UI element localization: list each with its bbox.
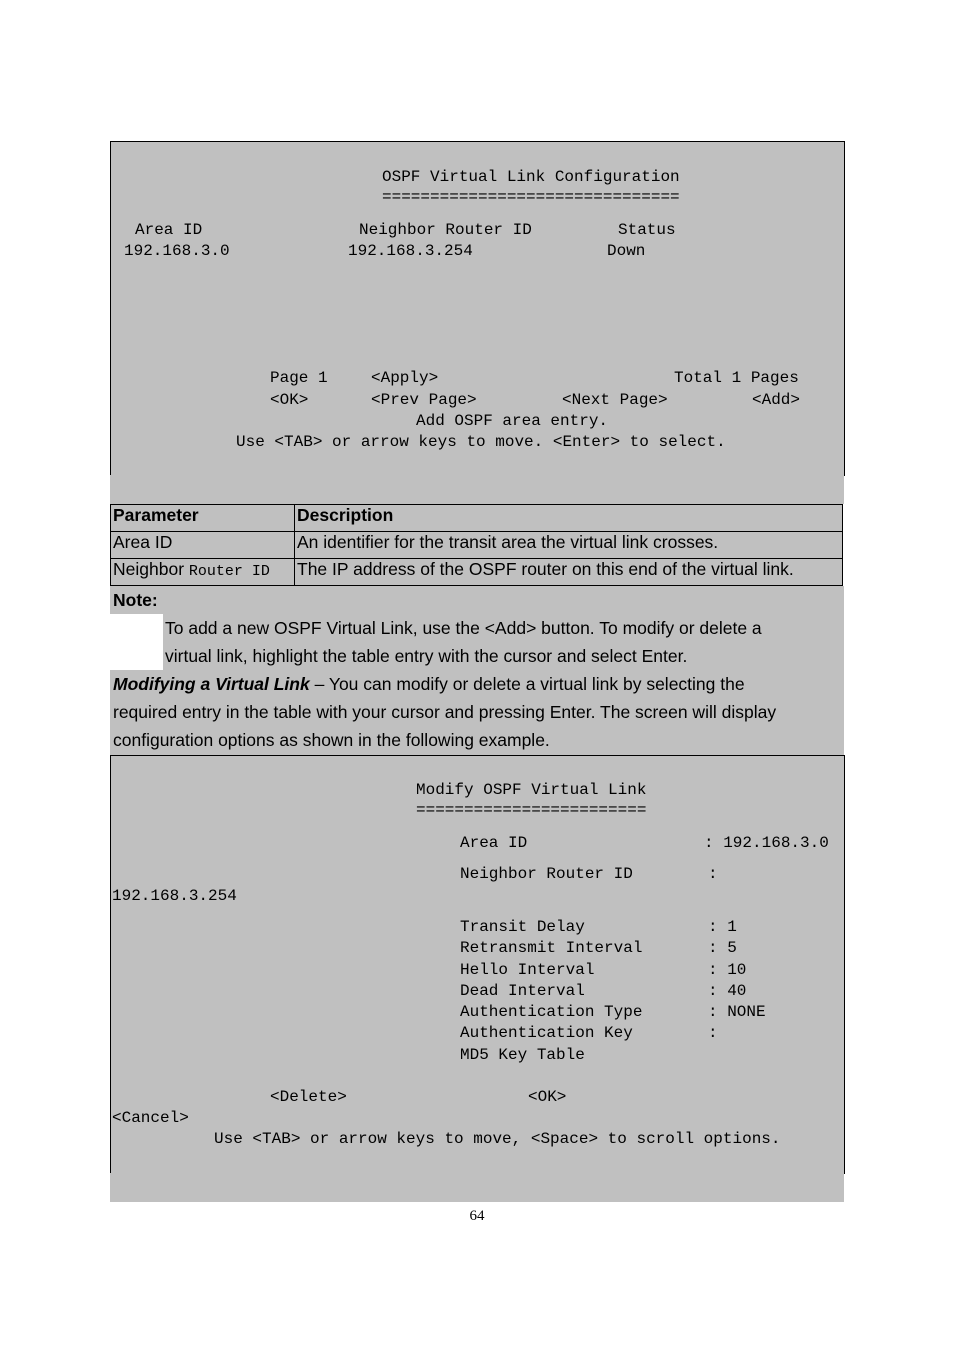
gray-spacer-bottom — [110, 1173, 844, 1202]
add-button[interactable]: <Add> — [752, 391, 801, 409]
modify-para-line-1 — [113, 674, 745, 695]
table-row — [111, 532, 843, 559]
area-id-value: : 192.168.3.0 — [704, 834, 829, 852]
hello-interval-label: Hello Interval — [460, 961, 595, 979]
prev-page-button[interactable]: <Prev Page> — [371, 391, 477, 409]
modify-para-title: Modifying a Virtual Link — [113, 674, 310, 694]
screen-title: OSPF Virtual Link Configuration — [382, 168, 680, 186]
next-page-button[interactable]: <Next Page> — [562, 391, 668, 409]
param-text: Neighbor — [113, 559, 185, 579]
ok-button[interactable]: <OK> — [270, 391, 309, 409]
desc-cell: An identifier for the transit area the virtual link crosses. — [295, 532, 843, 559]
param-cell: Area ID — [111, 532, 295, 559]
header-description: Description — [295, 505, 843, 532]
dead-interval-label: Dead Interval — [460, 982, 585, 1000]
help-line: Use <TAB> or arrow keys to move. <Enter> to select. — [236, 433, 726, 451]
note-label: Note: — [113, 590, 158, 610]
dead-interval-value[interactable]: : 40 — [708, 982, 747, 1000]
help-line-2: Use <TAB> or arrow keys to move, <Space> to scroll options. — [214, 1130, 781, 1148]
authentication-type-value[interactable]: : NONE — [708, 1003, 766, 1021]
cancel-button[interactable]: <Cancel> — [112, 1109, 189, 1127]
header-parameter: Parameter — [111, 505, 295, 532]
parameter-table — [110, 504, 843, 586]
header-status: Status — [618, 221, 676, 239]
page-number: 64 — [469, 1208, 485, 1224]
neighbor-router-id-label: Neighbor Router ID — [460, 865, 633, 883]
header-neighbor-router-id: Neighbor Router ID — [359, 221, 532, 239]
header-area-id: Area ID — [135, 221, 203, 239]
note-line-2: virtual link, highlight the table entry with the cursor and select Enter. — [165, 646, 688, 666]
table-row — [111, 559, 843, 586]
desc-cell: The IP address of the OSPF router on this end of the virtual link. — [295, 559, 843, 586]
neighbor-router-id-value: 192.168.3.254 — [112, 887, 237, 905]
authentication-type-label: Authentication Type — [460, 1003, 643, 1021]
modify-para-line-1-rest: – You can modify or delete a virtual link by selecting the — [309, 674, 745, 694]
row-status[interactable]: Down — [607, 242, 646, 260]
param-text-mono: Router ID — [188, 563, 270, 580]
table-header-row — [111, 505, 843, 532]
gray-spacer — [110, 475, 844, 504]
transit-delay-label: Transit Delay — [460, 918, 585, 936]
total-pages: Total 1 Pages — [674, 369, 799, 387]
screen2-title: Modify OSPF Virtual Link — [416, 781, 647, 799]
screen2-title-underline: ======================== — [416, 801, 647, 819]
retransmit-interval-label: Retransmit Interval — [460, 939, 643, 957]
ok-button-2[interactable]: <OK> — [528, 1088, 567, 1106]
status-message: Add OSPF area entry. — [416, 412, 609, 430]
area-id-label: Area ID — [460, 834, 528, 852]
row-neighbor-router-id[interactable]: 192.168.3.254 — [348, 242, 473, 260]
retransmit-interval-value[interactable]: : 5 — [708, 939, 737, 957]
delete-button[interactable]: <Delete> — [270, 1088, 347, 1106]
transit-delay-value[interactable]: : 1 — [708, 918, 737, 936]
note-line-1: To add a new OSPF Virtual Link, use the <Add> button. To modify or delete a — [165, 618, 762, 638]
ospf-virtual-link-screen — [110, 141, 845, 476]
row-area-id[interactable]: 192.168.3.0 — [124, 242, 230, 260]
authentication-key-value[interactable]: : — [708, 1024, 718, 1042]
authentication-key-label: Authentication Key — [460, 1024, 633, 1042]
md5-key-table-label[interactable]: MD5 Key Table — [460, 1046, 585, 1064]
modify-ospf-virtual-link-screen — [110, 755, 845, 1174]
page-indicator: Page 1 — [270, 369, 328, 387]
apply-button[interactable]: <Apply> — [371, 369, 439, 387]
modify-para-line-3: configuration options as shown in the following example. — [113, 730, 550, 750]
neighbor-router-id-colon: : — [708, 865, 718, 883]
param-cell — [111, 559, 295, 586]
note-label-bg — [110, 586, 844, 614]
title-underline: =============================== — [382, 188, 680, 206]
hello-interval-value[interactable]: : 10 — [708, 961, 747, 979]
modify-para-line-2: required entry in the table with your cursor and pressing Enter. The screen will display — [113, 702, 777, 722]
